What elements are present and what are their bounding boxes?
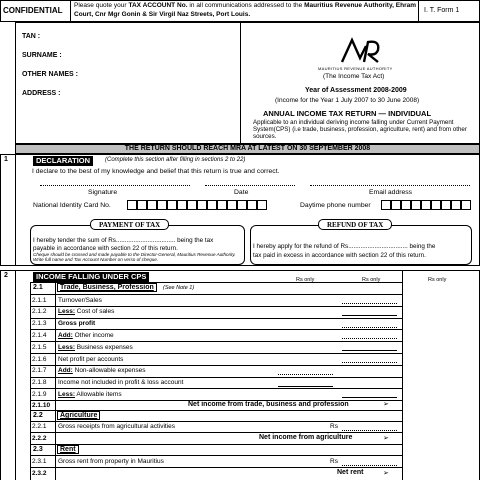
refund-line-1: I hereby apply for the refund of Rs.................................. being the (253, 243, 436, 250)
section-1-num: 1 (4, 156, 8, 163)
declaration-text: I declare to the best of my knowledge and belief that this return is true and correct. (32, 168, 280, 175)
trade-note: (See Note 1) (163, 285, 195, 291)
payment-line-2: payable in accordance with section 22 of this return. (33, 245, 178, 252)
trade-row-divider (30, 388, 402, 389)
email-label: Email address (369, 189, 413, 196)
trade-row-num: 2.1.7 (32, 367, 47, 375)
rent-rs: Rs (330, 458, 338, 465)
declaration-title: DECLARATION (33, 156, 93, 166)
trade-row-divider (30, 341, 402, 342)
rent-title: Rent (57, 445, 79, 454)
trade-row-num: 2.1.8 (32, 379, 47, 387)
trade-row-divider (30, 318, 402, 319)
trade-row-amount-input[interactable] (278, 386, 333, 387)
form-id: I. T. Form 1 (424, 7, 460, 14)
payment-title: PAYMENT OF TAX (90, 219, 169, 230)
refund-title: REFUND OF TAX (318, 219, 392, 230)
agriculture-total-label: Net income from agriculture (259, 434, 353, 441)
rent-total-arrow: ➢ (383, 470, 389, 477)
agriculture-total-num: 2.2.2 (32, 435, 47, 442)
rent-row-label: Gross rent from property in Mauritius (58, 458, 164, 465)
trade-row-text: Income not included in profit & loss account (58, 379, 184, 387)
agriculture-title: Agriculture (57, 411, 100, 420)
col-rs-1: Rs only (296, 277, 315, 283)
notice-mra: Mauritius Revenue Authority, Ehram Court, Cnr Mgr Gonin & Sir Virgil Naz Streets, Port Louis. (74, 2, 417, 18)
other-names-label: OTHER NAMES : (22, 71, 78, 78)
return-title: ANNUAL INCOME TAX RETURN — INDIVIDUAL (263, 109, 432, 118)
trade-row-label (58, 320, 95, 327)
trade-row-prefix: Less: (58, 308, 75, 316)
phone-label: Daytime phone number (300, 202, 371, 209)
agriculture-gross-input[interactable] (342, 430, 397, 431)
signature-label: Signature (88, 189, 118, 196)
notice-text-1: Please quote your (74, 2, 129, 9)
trade-row-prefix: Less: (58, 343, 75, 351)
trade-row-num: 2.1.3 (32, 320, 47, 328)
agriculture-row-num: 2.2.1 (32, 423, 47, 430)
trade-row-amount-input[interactable] (278, 374, 333, 375)
trade-row-text: Other income (72, 331, 114, 339)
rent-total-num: 2.3.2 (32, 470, 47, 477)
logo-caption: MAURITIUS REVENUE AUTHORITY (318, 66, 393, 71)
trade-row-divider (30, 329, 402, 330)
trade-row-label (58, 356, 123, 363)
trade-row-amount-input[interactable] (342, 338, 397, 339)
deadline-banner: THE RETURN SHOULD REACH MRA AT LATEST ON 30 SEPTEMBER 2008 (15, 144, 480, 154)
act-label: (The Income Tax Act) (323, 73, 385, 80)
confidential-label: CONFIDENTIAL (3, 6, 63, 15)
trade-row-num: 2.1.2 (32, 308, 47, 316)
trade-row-prefix: Less: (58, 390, 75, 398)
trade-row-divider (30, 365, 402, 366)
trade-row-text: Net profit per accounts (58, 355, 124, 363)
agriculture-row-label: Gross receipts from agricultural activities (58, 423, 176, 430)
trade-row-text: Non-allowable expenses (72, 367, 146, 375)
declaration-note: (Complete this section after filling in sections 2 to 22) (105, 157, 246, 163)
payment-note: Cheque should be crossed and made payable to the Director-General, Mauritius Revenue Authority. Write full name and Tax Account Number on verso of cheque. (33, 252, 236, 263)
trade-row-num: 2.1.6 (32, 355, 47, 363)
address-label: ADDRESS : (22, 90, 61, 97)
trade-total-label: Net income from trade, business and profession (188, 401, 349, 408)
trade-row-text: Allowable items (74, 390, 122, 398)
trade-row-label (58, 332, 114, 339)
trade-row-divider (30, 353, 402, 354)
trade-row-label (58, 379, 183, 386)
trade-row-amount-input[interactable] (342, 362, 397, 363)
trade-row-num: 2.1.4 (32, 331, 47, 339)
income-year: (Income for the Year 1 July 2007 to 30 June 2008) (275, 97, 420, 104)
nic-label: National Identity Card No. (33, 202, 111, 209)
signature-line[interactable] (40, 185, 190, 186)
payment-line-1: I hereby tender the sum of Rs.................................. being the tax (33, 237, 214, 244)
trade-row-label (58, 391, 122, 398)
trade-row-text: Business expenses (74, 343, 133, 351)
trade-row-text: Gross profit (58, 320, 96, 328)
date-line[interactable] (205, 185, 295, 186)
nic-input[interactable] (127, 200, 267, 211)
notice-tan: TAX ACCOUNT No. (128, 2, 188, 9)
agriculture-num: 2.2 (33, 412, 43, 419)
cps-title: INCOME FALLING UNDER CPS (33, 272, 149, 282)
trade-row-num: 2.1.9 (32, 390, 47, 398)
trade-row-divider (30, 306, 402, 307)
rent-row-num: 2.3.1 (32, 458, 47, 465)
trade-row-num: 2.1.5 (32, 343, 47, 351)
trade-num: 2.1 (33, 284, 43, 291)
surname-label: SURNAME : (22, 52, 62, 59)
trade-row-amount-input[interactable] (342, 350, 397, 351)
col-rs-3: Rs only (428, 277, 447, 283)
trade-total-num: 2.1.10 (32, 402, 51, 409)
email-line[interactable] (310, 185, 470, 186)
trade-total-arrow: ➢ (383, 401, 389, 408)
agriculture-rs: Rs (330, 423, 338, 430)
trade-row-label (58, 367, 145, 374)
col-rs-2: Rs only (362, 277, 381, 283)
trade-row-label (58, 297, 102, 304)
trade-row-prefix: Add: (58, 331, 73, 339)
trade-row-label (58, 344, 133, 351)
header-notice (74, 2, 416, 19)
trade-row-amount-input[interactable] (342, 327, 397, 328)
refund-line-2: tax paid in excess in accordance with section 22 of this return. (253, 252, 426, 259)
tan-label: TAN : (22, 33, 41, 40)
rent-num: 2.3 (33, 446, 43, 453)
phone-input[interactable] (381, 200, 472, 211)
trade-row-label (58, 308, 114, 315)
trade-row-text: Cost of sales (74, 308, 115, 316)
section-2-num: 2 (4, 272, 8, 279)
trade-row-amount-input[interactable] (342, 397, 397, 398)
applicability-note: Applicable to an individual deriving income falling under Current Payment System(CPS) (i.e trade, business, profession, agriculture, rent) and from other sources. (253, 119, 467, 140)
notice-text-2: in all communications addressed to the (187, 2, 305, 9)
agriculture-total-arrow: ➢ (383, 435, 389, 442)
trade-row-text: Turnover/Sales (58, 296, 102, 304)
rent-total-label: Net rent (337, 469, 364, 476)
date-label: Date (234, 189, 249, 196)
trade-title: Trade, Business, Profession (57, 283, 157, 292)
year-label: Year of Assessment 2008-2009 (305, 87, 407, 94)
trade-row-num: 2.1.1 (32, 296, 47, 304)
trade-row-amount-input[interactable] (342, 315, 397, 316)
trade-row-divider (30, 377, 402, 378)
rent-gross-input[interactable] (342, 465, 397, 466)
mra-logo (336, 36, 386, 66)
trade-row-amount-input[interactable] (342, 303, 397, 304)
trade-row-prefix: Add: (58, 367, 73, 375)
